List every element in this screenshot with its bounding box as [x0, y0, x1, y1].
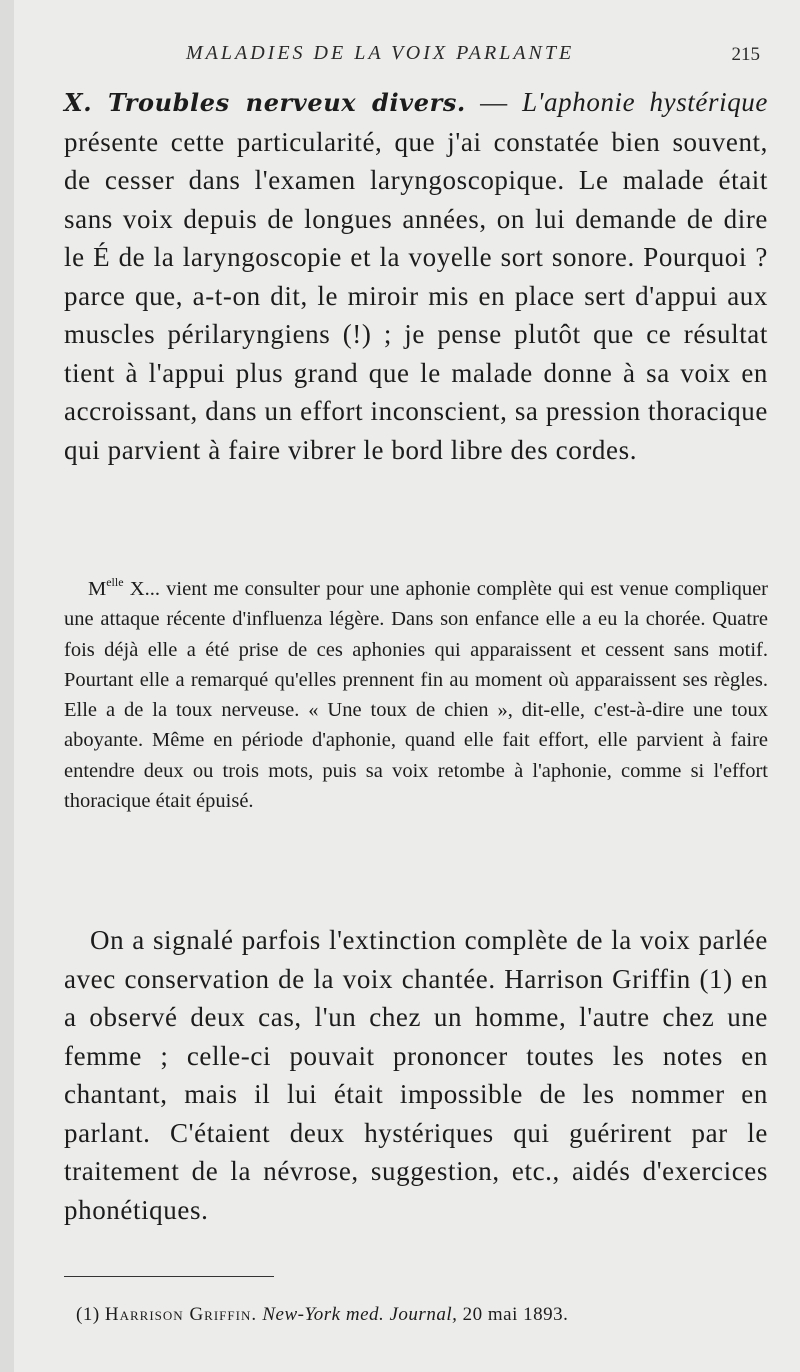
case-report-body: [64, 567, 768, 816]
page-header: [14, 42, 800, 72]
salutation: M: [88, 578, 107, 600]
em-dash: —: [465, 87, 523, 117]
footnote-divider: [64, 1276, 274, 1277]
page-number: 215: [731, 44, 760, 65]
paragraph-body: présente cette particularité, que j'ai constatée bien souvent, de cesser dans l'examen laryngoscopique. Le malade était sans voix depuis de longues années, on lui demande de dire le É de la laryngoscopie et la voyelle sort sonore. Pourquoi ? parce que, a-t-on dit, le miroir mis en place sert d'appui aux muscles périlaryngiens (!) ; je pense plutôt que ce résultat tient à l'appui plus grand que le malade donne à sa voix en accroissant, dans un effort inconscient, sa pression thoracique qui parvient à faire vibrer le bord libre des cordes.: [64, 126, 768, 465]
footnote-date: 20 mai 1893.: [457, 1304, 569, 1325]
footnote-journal: New-York med. Journal,: [262, 1304, 458, 1325]
case-report-text: X... vient me consulter pour une aphonie complète qui est venue compliquer une attaque récente d'influenza légère. Dans son enfance elle a eu la chorée. Quatre fois déjà elle a été prise de ces aphonies qui apparaissent et cessent sans motif. Pourtant elle a remarqué qu'elles prennent fin au moment où apparaissent ses règles. Elle a de la toux nerveuse. « Une toux de chien », dit-elle, c'est-à-dire une toux aboyante. Même en période d'aphonie, quand elle fait effort, elle parvient à faire entendre deux ou trois mots, puis sa voix retombe à l'aphonie, comme si l'effort thoracique était épuisé.: [64, 578, 768, 813]
running-title: MALADIES DE LA VOIX PARLANTE: [186, 42, 575, 64]
paragraph-body: On a signalé parfois l'extinction complète de la voix parlée avec conservation de la voix chantée. Harrison Griffin (1) en a observé deux cas, l'un chez un homme, l'autre chez une femme ; celle-ci pouvait prononcer toutes les notes en chantant, mais il lui était impossible de les nommer en parlant. C'étaient deux hystériques qui guérirent par le traitement de la névrose, suggestion, etc., aidés d'exercices phonétiques.: [64, 925, 768, 1225]
salutation-superscript: elle: [106, 575, 124, 589]
footnote-marker: (1): [76, 1304, 105, 1325]
italic-lead: L'aphonie hystérique: [522, 87, 768, 117]
paragraph-hysterical-aphonia: [64, 83, 768, 469]
footnote: [76, 1304, 568, 1326]
footnote-author: Harrison Griffin.: [104, 1304, 258, 1325]
case-report: [64, 567, 768, 816]
section-title: X. Troubles nerveux divers.: [64, 88, 466, 117]
paragraph-sung-voice: [64, 921, 768, 1229]
